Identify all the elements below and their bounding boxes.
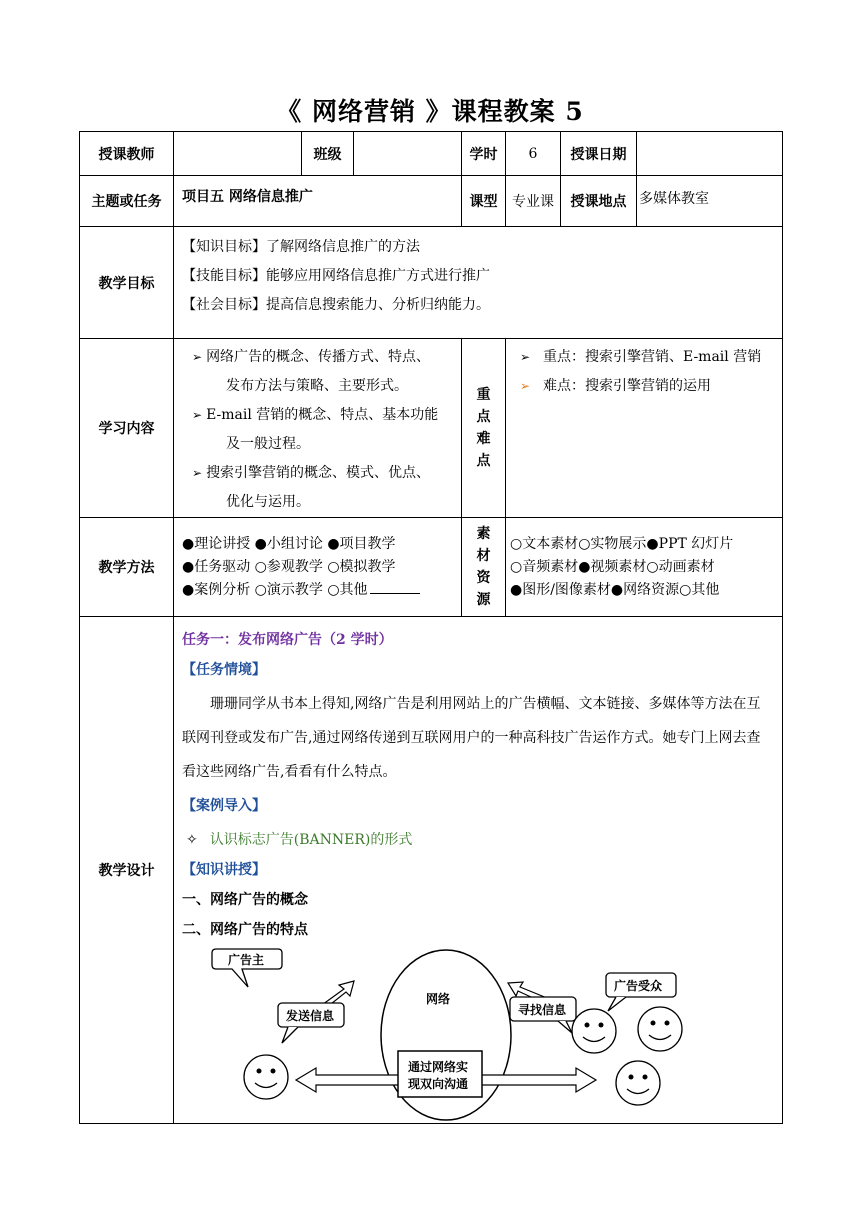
arrow-bullet-icon: ➢ bbox=[520, 350, 531, 364]
svg-text:发送信息: 发送信息 bbox=[286, 1009, 335, 1023]
arrow-bullet-icon: ➢ bbox=[192, 350, 203, 364]
network-label: 网络 bbox=[426, 992, 451, 1006]
row-methods bbox=[80, 518, 783, 617]
hours-value: 6 bbox=[506, 132, 561, 176]
method-line: ●理论讲授 ●小组讨论 ●项目教学 bbox=[182, 535, 396, 552]
arrow-bullet-icon: ➢ bbox=[520, 379, 531, 393]
ad-communication-diagram bbox=[208, 945, 788, 1123]
method-line: ●任务驱动 ○参观教学 ○模拟教学 bbox=[182, 558, 396, 575]
date-label: 授课日期 bbox=[561, 132, 637, 176]
date-value bbox=[637, 132, 783, 176]
knowledge-heading: 【知识讲授】 bbox=[182, 862, 266, 878]
center-text-line1: 通过网络实 bbox=[408, 1060, 469, 1074]
arrow-bullet-icon: ➢ bbox=[192, 466, 203, 480]
row-basic-info bbox=[80, 132, 783, 176]
design-cell bbox=[174, 617, 783, 1124]
design-label: 教学设计 bbox=[80, 617, 174, 1124]
goal-skill: 【技能目标】能够应用网络信息推广方式进行推广 bbox=[182, 268, 490, 284]
arrow-bullet-icon: ➢ bbox=[192, 408, 203, 422]
row-topic bbox=[80, 176, 783, 227]
case-item: ✧ 认识标志广告(BANNER)的形式 bbox=[186, 832, 413, 848]
task-title: 任务一：发布网络广告（2 学时） bbox=[182, 632, 393, 648]
page-title: 《 网络营销 》课程教案 5 bbox=[276, 97, 584, 126]
content-label: 学习内容 bbox=[80, 339, 174, 518]
row-goals bbox=[80, 227, 783, 339]
diamond-bullet-icon: ✧ bbox=[186, 832, 198, 848]
svg-text:广告受众: 广告受众 bbox=[614, 979, 663, 993]
difficulty-item: ➢ 难点：搜索引擎营销的运用 bbox=[520, 378, 711, 394]
hours-label: 学时 bbox=[462, 132, 506, 176]
content-item: ➢ 搜索引擎营销的概念、模式、优点、 优化与运用。 bbox=[192, 465, 431, 510]
methods-cell bbox=[174, 518, 462, 617]
content-item: ➢ 网络广告的概念、传播方式、特点、 发布方法与策略、主要形式。 bbox=[192, 349, 431, 394]
content-cell bbox=[174, 339, 462, 518]
resources-cell bbox=[506, 518, 783, 617]
key-points-label: 重 点 难 点 bbox=[462, 339, 506, 518]
place-label: 授课地点 bbox=[561, 176, 637, 227]
goal-knowledge: 【知识目标】了解网络信息推广的方法 bbox=[182, 239, 420, 255]
place-value: 多媒体教室 bbox=[637, 176, 783, 227]
type-value: 专业课 bbox=[506, 176, 561, 227]
content-item: ➢ E-mail 营销的概念、特点、基本功能 及一般过程。 bbox=[192, 407, 439, 452]
search-callout bbox=[510, 997, 576, 1033]
key-point-item: ➢ 重点：搜索引擎营销、E-mail 营销 bbox=[520, 349, 762, 365]
svg-text:寻找信息: 寻找信息 bbox=[518, 1003, 567, 1017]
method-line: ●案例分析 ○演示教学 ○其他 bbox=[174, 579, 461, 602]
topic-value: 项目五 网络信息推广 bbox=[174, 176, 462, 227]
teacher-label: 授课教师 bbox=[80, 132, 174, 176]
goals-label: 教学目标 bbox=[80, 227, 174, 339]
audience-smiley-icon bbox=[616, 1061, 660, 1105]
send-callout bbox=[278, 1003, 344, 1043]
section-heading: 二、网络广告的特点 bbox=[182, 922, 308, 938]
lesson-plan-table bbox=[79, 131, 783, 1124]
topic-label: 主题或任务 bbox=[80, 176, 174, 227]
class-value bbox=[354, 132, 462, 176]
blank-underline bbox=[370, 579, 420, 594]
teacher-value bbox=[174, 132, 302, 176]
audience-callout bbox=[606, 973, 676, 1011]
row-content bbox=[80, 339, 783, 518]
advertiser-callout bbox=[212, 949, 282, 987]
audience-smiley-icon bbox=[572, 1009, 616, 1053]
methods-label: 教学方法 bbox=[80, 518, 174, 617]
situation-heading: 【任务情境】 bbox=[182, 662, 266, 678]
goals-cell bbox=[174, 227, 783, 339]
case-heading: 【案例导入】 bbox=[182, 798, 266, 814]
key-points-cell bbox=[506, 339, 783, 518]
resource-line: ○文本素材○实物展示●PPT 幻灯片 bbox=[510, 535, 734, 552]
goal-social: 【社会目标】提高信息搜索能力、分析归纳能力。 bbox=[182, 297, 490, 313]
type-label: 课型 bbox=[462, 176, 506, 227]
center-text-line2: 现双向沟通 bbox=[408, 1077, 469, 1091]
resource-line: ●图形/图像素材●网络资源○其他 bbox=[510, 581, 720, 598]
resources-label: 素 材 资 源 bbox=[462, 518, 506, 617]
situation-text: 珊珊同学从书本上得知,网络广告是利用网站上的广告横幅、文本链接、多媒体等方法在互联网刊登或发布广告,通过网络传递到互联网用户的一种高科技广告运作方式。她专门上网去查看这些网络广告,看看有什么特点。 bbox=[182, 696, 761, 780]
advertiser-smiley-icon bbox=[244, 1055, 288, 1099]
section-heading: 一、网络广告的概念 bbox=[182, 892, 308, 908]
row-design bbox=[80, 617, 783, 1124]
class-label: 班级 bbox=[302, 132, 354, 176]
resource-line: ○音频素材●视频素材○动画素材 bbox=[510, 558, 715, 575]
svg-text:广告主: 广告主 bbox=[228, 953, 265, 967]
audience-smiley-icon bbox=[638, 1007, 682, 1051]
